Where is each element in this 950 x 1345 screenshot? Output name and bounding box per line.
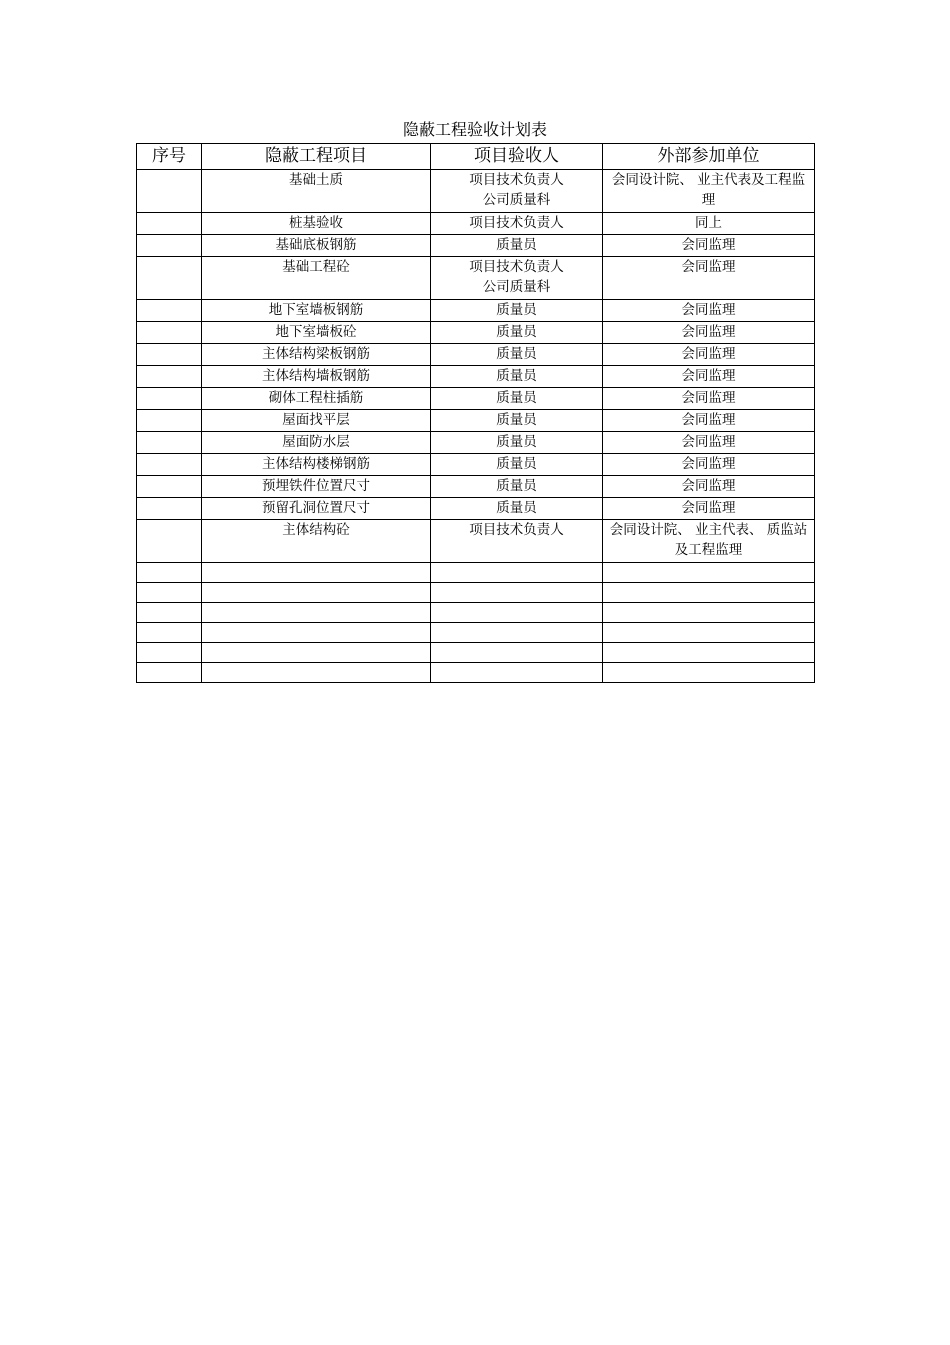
inspector-line: 项目技术负责人 [469, 172, 564, 188]
cell-external [603, 603, 815, 623]
cell-external [603, 663, 815, 683]
external-text: 会同监理 [681, 434, 736, 450]
cell-external [603, 300, 815, 322]
cell-item: 基础土质 [202, 170, 431, 213]
table-row [137, 583, 815, 603]
cell-no [137, 322, 202, 344]
inspector-line: 质量员 [496, 368, 537, 384]
cell-item: 基础底板钢筋 [202, 235, 431, 257]
cell-external [603, 366, 815, 388]
table-row [137, 366, 815, 388]
cell-no [137, 498, 202, 520]
inspector-line: 公司质量科 [482, 192, 551, 208]
cell-inspector [431, 432, 603, 454]
external-text: 会同监理 [681, 500, 736, 516]
cell-inspector [431, 322, 603, 344]
cell-item: 预埋铁件位置尺寸 [202, 476, 431, 498]
cell-external [603, 454, 815, 476]
cell-inspector [431, 643, 603, 663]
cell-no [137, 257, 202, 300]
cell-item [202, 643, 431, 663]
cell-inspector [431, 410, 603, 432]
inspector-line: 质量员 [496, 302, 537, 318]
inspector-line: 质量员 [496, 412, 537, 428]
cell-no [137, 663, 202, 683]
external-text: 会同监理 [681, 368, 736, 384]
cell-external [603, 643, 815, 663]
cell-no [137, 623, 202, 643]
inspector-line: 质量员 [496, 500, 537, 516]
inspector-line: 质量员 [496, 434, 537, 450]
cell-item: 桩基验收 [202, 213, 431, 235]
cell-external [603, 213, 815, 235]
cell-inspector [431, 300, 603, 322]
table-row [137, 643, 815, 663]
table-row [137, 235, 815, 257]
cell-item: 主体结构楼梯钢筋 [202, 454, 431, 476]
cell-inspector [431, 583, 603, 603]
cell-item: 基础工程砼 [202, 257, 431, 300]
inspector-line: 项目技术负责人 [469, 522, 564, 538]
external-text: 会同监理 [681, 324, 736, 340]
cell-external [603, 498, 815, 520]
cell-no [137, 603, 202, 623]
cell-inspector [431, 476, 603, 498]
external-text: 会同监理 [681, 478, 736, 494]
table-row [137, 170, 815, 213]
inspector-line: 项目技术负责人 [469, 259, 564, 275]
table-row [137, 322, 815, 344]
table-row [137, 476, 815, 498]
inspector-line: 公司质量科 [482, 279, 551, 295]
cell-no [137, 410, 202, 432]
external-text: 会同监理 [681, 237, 736, 253]
header-inspector: 项目验收人 [431, 144, 603, 170]
cell-item: 地下室墙板钢筋 [202, 300, 431, 322]
cell-external [603, 583, 815, 603]
cell-no [137, 432, 202, 454]
cell-no [137, 170, 202, 213]
table-row [137, 432, 815, 454]
external-text: 会同监理 [681, 302, 736, 318]
cell-external [603, 388, 815, 410]
cell-item [202, 603, 431, 623]
cell-inspector [431, 213, 603, 235]
table-row [137, 300, 815, 322]
external-text: 会同监理 [681, 390, 736, 406]
cell-external [603, 520, 815, 563]
table-header-row [137, 144, 815, 170]
cell-no [137, 563, 202, 583]
inspector-line: 质量员 [496, 237, 537, 253]
cell-external [603, 257, 815, 300]
cell-inspector [431, 498, 603, 520]
header-no: 序号 [137, 144, 202, 170]
cell-inspector [431, 344, 603, 366]
cell-no [137, 300, 202, 322]
table-row [137, 520, 815, 563]
cell-inspector [431, 170, 603, 213]
inspection-plan-table [136, 143, 815, 683]
cell-item: 砌体工程柱插筋 [202, 388, 431, 410]
cell-external [603, 410, 815, 432]
table-row [137, 498, 815, 520]
cell-no [137, 344, 202, 366]
table-row [137, 213, 815, 235]
cell-inspector [431, 235, 603, 257]
cell-item: 地下室墙板砼 [202, 322, 431, 344]
external-text: 会同设计院、 业主代表、 质监站及工程监理 [609, 522, 808, 558]
cell-external [603, 623, 815, 643]
cell-item [202, 623, 431, 643]
cell-external [603, 344, 815, 366]
cell-no [137, 454, 202, 476]
cell-inspector [431, 388, 603, 410]
cell-external [603, 235, 815, 257]
table-row [137, 623, 815, 643]
cell-no [137, 388, 202, 410]
external-text: 会同监理 [681, 346, 736, 362]
inspector-line: 质量员 [496, 456, 537, 472]
cell-inspector [431, 366, 603, 388]
inspector-line: 质量员 [496, 346, 537, 362]
cell-external [603, 322, 815, 344]
cell-item: 主体结构墙板钢筋 [202, 366, 431, 388]
cell-item [202, 663, 431, 683]
cell-no [137, 583, 202, 603]
cell-item: 屋面找平层 [202, 410, 431, 432]
table-row [137, 563, 815, 583]
cell-no [137, 366, 202, 388]
cell-no [137, 235, 202, 257]
table-row [137, 257, 815, 300]
cell-inspector [431, 520, 603, 563]
cell-inspector [431, 603, 603, 623]
external-text: 会同设计院、 业主代表及工程监理 [611, 172, 806, 208]
table-row [137, 344, 815, 366]
inspector-line: 项目技术负责人 [469, 215, 564, 231]
cell-inspector [431, 563, 603, 583]
document-title: 隐蔽工程验收计划表 [402, 120, 547, 139]
cell-inspector [431, 454, 603, 476]
external-text: 会同监理 [681, 259, 736, 275]
inspector-line: 质量员 [496, 478, 537, 494]
header-external: 外部参加单位 [603, 144, 815, 170]
inspector-line: 质量员 [496, 324, 537, 340]
table-row [137, 663, 815, 683]
external-text: 会同监理 [681, 456, 736, 472]
cell-item: 主体结构梁板钢筋 [202, 344, 431, 366]
cell-item [202, 563, 431, 583]
table-row [137, 410, 815, 432]
table-row [137, 603, 815, 623]
cell-inspector [431, 663, 603, 683]
cell-item: 屋面防水层 [202, 432, 431, 454]
cell-external [603, 432, 815, 454]
cell-no [137, 476, 202, 498]
external-text: 同上 [695, 215, 722, 231]
cell-no [137, 643, 202, 663]
header-item: 隐蔽工程项目 [202, 144, 431, 170]
cell-external [603, 563, 815, 583]
cell-inspector [431, 257, 603, 300]
cell-item: 预留孔洞位置尺寸 [202, 498, 431, 520]
cell-no [137, 520, 202, 563]
inspector-line: 质量员 [496, 390, 537, 406]
cell-no [137, 213, 202, 235]
cell-item [202, 583, 431, 603]
cell-external [603, 170, 815, 213]
table-row [137, 454, 815, 476]
cell-item: 主体结构砼 [202, 520, 431, 563]
cell-external [603, 476, 815, 498]
table-body [137, 170, 815, 683]
cell-inspector [431, 623, 603, 643]
table-row [137, 388, 815, 410]
external-text: 会同监理 [681, 412, 736, 428]
